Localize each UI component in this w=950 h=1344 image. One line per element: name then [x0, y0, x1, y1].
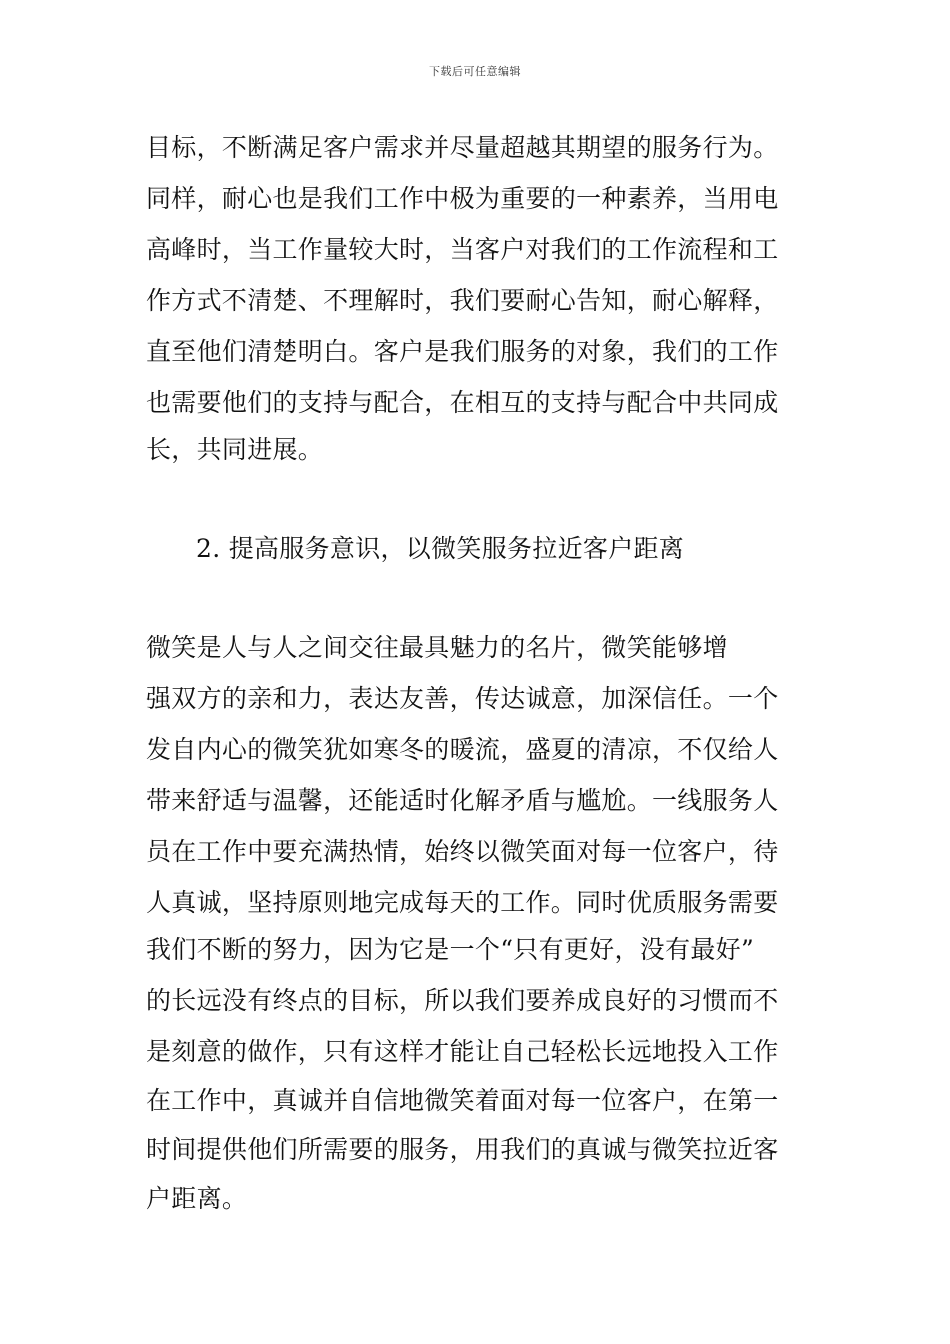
paragraph-line: 也需要他们的支持与配合，在相互的支持与配合中共同成: [146, 388, 779, 417]
paragraph-line: 的长远没有终点的目标，所以我们要养成良好的习惯而不: [146, 986, 779, 1015]
paragraph-line: 我们不断的努力，因为它是一个“只有更好，没有最好”: [146, 935, 755, 964]
page-header: 下载后可任意编辑: [429, 65, 521, 78]
paragraph-line: 同样，耐心也是我们工作中极为重要的一种素养，当用电: [146, 184, 779, 213]
paragraph-line: 带来舒适与温馨，还能适时化解矛盾与尴尬。一线服务人: [146, 786, 779, 815]
paragraph-line: 作方式不清楚、不理解时，我们要耐心告知，耐心解释，: [146, 286, 779, 315]
paragraph-line: 人真诚，坚持原则地完成每天的工作。同时优质服务需要: [146, 888, 779, 917]
paragraph-line: 是刻意的做作，只有这样才能让自己轻松长远地投入工作: [146, 1037, 779, 1066]
paragraph-line: 时间提供他们所需要的服务，用我们的真诚与微笑拉近客: [146, 1135, 779, 1164]
paragraph-line: 目标，不断满足客户需求并尽量超越其期望的服务行为。: [146, 133, 779, 162]
section-heading: 2. 提高服务意识，以微笑服务拉近客户距离: [196, 534, 685, 563]
paragraph-line: 直至他们清楚明白。客户是我们服务的对象，我们的工作: [146, 337, 779, 366]
paragraph-line: 员在工作中要充满热情，始终以微笑面对每一位客户，待: [146, 837, 779, 866]
paragraph-line: 户距离。: [146, 1184, 248, 1213]
paragraph-line: 发自内心的微笑犹如寒冬的暖流，盛夏的清凉，不仅给人: [146, 735, 779, 764]
paragraph-line: 高峰时，当工作量较大时，当客户对我们的工作流程和工: [146, 235, 779, 264]
paragraph-line: 长，共同进展。: [146, 435, 324, 464]
paragraph-line: 强双方的亲和力，表达友善，传达诚意，加深信任。一个: [146, 684, 779, 713]
paragraph-line: 微笑是人与人之间交往最具魅力的名片，微笑能够增: [146, 633, 728, 662]
paragraph-line: 在工作中，真诚并自信地微笑着面对每一位客户，在第一: [146, 1086, 779, 1115]
